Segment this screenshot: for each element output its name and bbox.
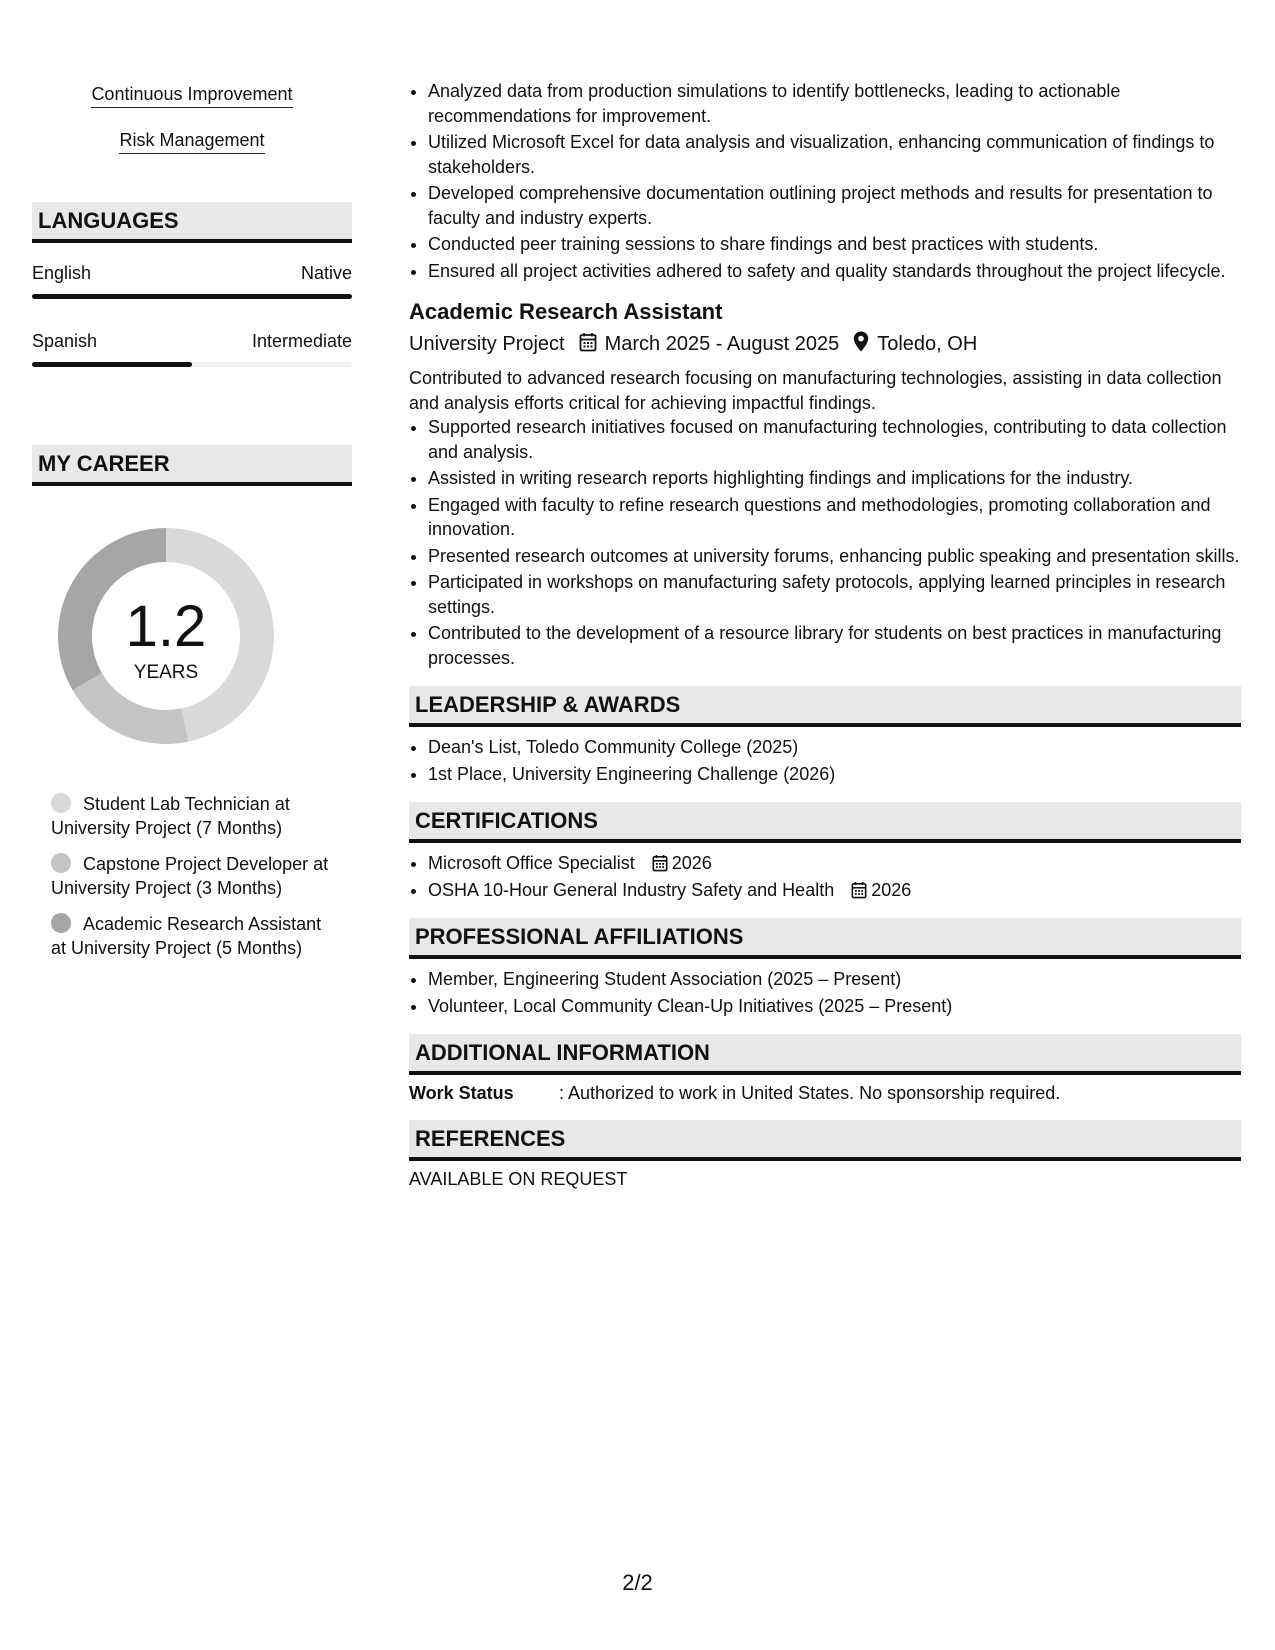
affiliations-heading: PROFESSIONAL AFFILIATIONS — [409, 918, 1241, 959]
legend-dot — [51, 913, 71, 933]
career-legend-label: Academic Research Assistant at University Project (5 Months) — [51, 914, 322, 958]
calendar-icon — [851, 881, 867, 899]
career-unit: YEARS — [133, 662, 199, 683]
job-meta — [409, 331, 1241, 358]
language-bar-fill — [32, 362, 192, 367]
work-status-row — [409, 1083, 1241, 1104]
references-heading: REFERENCES — [409, 1120, 1241, 1161]
certification-year: 2026 — [671, 853, 712, 873]
language-bar — [32, 362, 352, 367]
list-item — [428, 878, 1241, 903]
career-legend — [51, 792, 331, 960]
language-bar — [32, 294, 352, 299]
list-item: • Engaged with faculty to refine research questions and methodologies, promoting collaboration and innovation. — [428, 493, 1241, 542]
career-legend-label: Student Lab Technician at University Project (7 Months) — [51, 794, 290, 838]
list-item: • Conducted peer training sessions to share findings and best practices with students. — [428, 232, 1241, 257]
certification-name: Microsoft Office Specialist — [428, 853, 635, 873]
certifications-list — [409, 851, 1241, 902]
language-name: Spanish — [32, 331, 98, 351]
career-heading: MY CAREER — [32, 445, 352, 486]
leadership-list — [409, 735, 1241, 786]
skill-item: Continuous Improvement — [91, 84, 292, 108]
job-location: Toledo, OH — [877, 333, 978, 355]
list-item: • Contributed to the development of a resource library for students on best practices in manufacturing processes. — [428, 621, 1241, 670]
language-item — [32, 331, 352, 367]
certification-name: OSHA 10-Hour General Industry Safety and Health — [428, 879, 835, 900]
list-item: • Assisted in writing research reports highlighting findings and implications for the industry. — [428, 466, 1241, 491]
experience-bullets — [409, 79, 1241, 283]
languages-heading: LANGUAGES — [32, 202, 352, 243]
skill-list — [32, 84, 352, 176]
list-item: • Participated in workshops on manufacturing safety protocols, applying learned principles in research settings. — [428, 570, 1241, 619]
work-status-value: : Authorized to work in United States. No sponsorship required. — [559, 1083, 1061, 1103]
list-item: • Member, Engineering Student Association (2025 – Present) — [428, 967, 1241, 992]
list-item: • Supported research initiatives focused on manufacturing technologies, contributing to data collection and analysis. — [428, 415, 1241, 464]
list-item: • 1st Place, University Engineering Challenge (2026) — [428, 762, 1241, 787]
career-donut — [54, 524, 294, 764]
work-status-label: Work Status — [409, 1083, 514, 1103]
language-level: Native — [300, 263, 352, 283]
legend-dot — [51, 853, 71, 873]
location-pin-icon — [853, 331, 869, 358]
certifications-heading: CERTIFICATIONS — [409, 802, 1241, 843]
career-legend-label: Capstone Project Developer at University Project (3 Months) — [51, 854, 329, 898]
certification-year: 2026 — [871, 879, 912, 900]
list-item: • Dean's List, Toledo Community College (2025) — [428, 735, 1241, 760]
career-legend-item — [51, 912, 331, 960]
career-total: 1.2 — [125, 594, 207, 659]
sidebar — [32, 84, 352, 972]
job-summary: Contributed to advanced research focusing on manufacturing technologies, assisting in data collection and analysis efforts critical for achieving impactful findings. — [409, 368, 1222, 413]
list-item: • Volunteer, Local Community Clean-Up Initiatives (2025 – Present) — [428, 994, 1241, 1019]
skill-item: Risk Management — [119, 130, 264, 154]
job-company: University Project — [409, 333, 565, 355]
career-legend-item — [51, 792, 331, 840]
additional-info-heading: ADDITIONAL INFORMATION — [409, 1034, 1241, 1075]
affiliations-list — [409, 967, 1241, 1018]
list-item: • Utilized Microsoft Excel for data analysis and visualization, enhancing communication of findings to stakeholders. — [428, 130, 1241, 179]
calendar-icon — [652, 854, 668, 872]
list-item — [428, 851, 1241, 876]
references-text: AVAILABLE ON REQUEST — [409, 1169, 628, 1189]
calendar-icon — [579, 332, 597, 358]
page-number: 2/2 — [622, 1570, 653, 1595]
list-item: • Developed comprehensive documentation outlining project methods and results for presentation to faculty and industry experts. — [428, 181, 1241, 230]
main-content — [409, 79, 1241, 1190]
legend-dot — [51, 793, 71, 813]
leadership-heading: LEADERSHIP & AWARDS — [409, 686, 1241, 727]
language-item — [32, 263, 352, 299]
language-name: English — [32, 263, 92, 283]
list-item: • Analyzed data from production simulations to identify bottlenecks, leading to actionable recommendations for improvement. — [428, 79, 1241, 128]
job-bullets — [409, 415, 1241, 670]
language-level: Intermediate — [251, 331, 352, 351]
career-donut-center — [54, 524, 278, 748]
list-item: • Ensured all project activities adhered to safety and quality standards throughout the project lifecycle. — [428, 259, 1241, 284]
career-legend-item — [51, 852, 331, 900]
list-item: • Presented research outcomes at university forums, enhancing public speaking and presentation skills. — [428, 544, 1241, 569]
language-list — [32, 263, 352, 367]
job-title: Academic Research Assistant — [409, 299, 723, 324]
job-dates: March 2025 - August 2025 — [604, 333, 840, 355]
language-bar-fill — [32, 294, 352, 299]
